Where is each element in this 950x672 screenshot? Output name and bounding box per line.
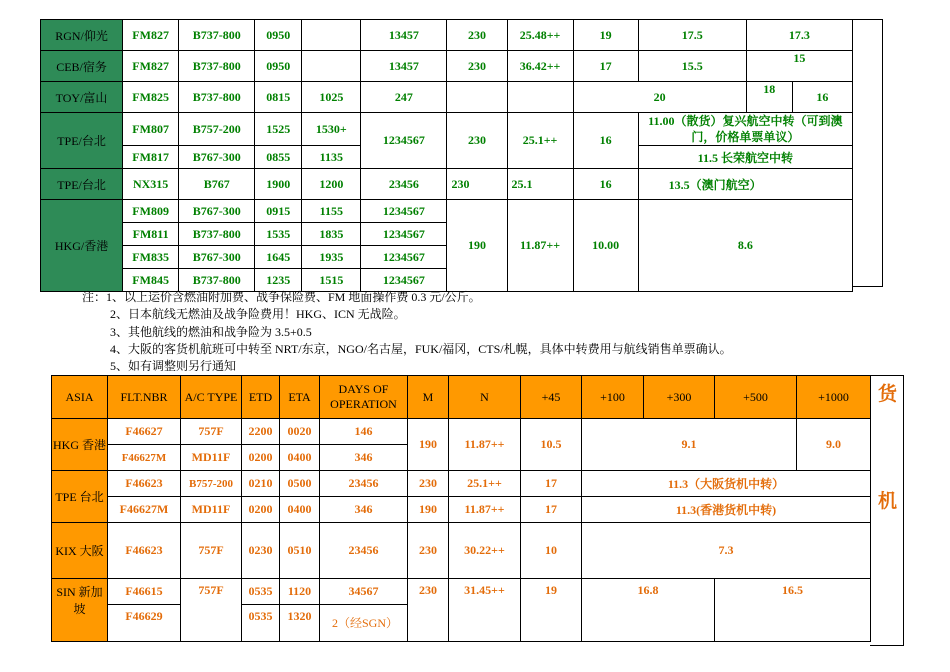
aircraft-type: MD11F [181,445,242,471]
days: 1234567 [361,269,447,292]
etd: 0815 [255,82,302,113]
note-line: 4、大阪的客货机航班可中转至 NRT/东京，NGO/名古屋，FUK/福冈，CTS/札幌，具体中转费用与航线销售单票确认。 [110,341,732,356]
days: 34567 [320,579,408,605]
rate-m: 230 [447,113,507,169]
eta: 1835 [302,223,361,246]
transit-note: 11.3（大阪货机中转） [582,471,871,497]
header-300: +300 [644,376,715,419]
days: 146 [320,419,408,445]
note-line: 2、日本航线无燃油及战争险费用！HKG、ICN 无战险。 [110,307,406,322]
rate-n: 11.87++ [449,497,521,523]
table-row [52,419,871,445]
aircraft-type: 757F [181,419,242,445]
etd: 0200 [242,497,280,523]
eta: 0400 [280,497,320,523]
note-line: 5、如有调整则另行通知 [110,359,237,374]
rate-300: 17.3 [746,20,852,51]
rate-100: 18 [746,82,792,113]
rate-m [447,82,507,113]
rate-45: 10 [521,523,582,579]
rate-n: 25.1 [507,169,573,200]
eta [302,20,361,51]
days: 23456 [320,523,408,579]
flight-number: F46627M [108,445,181,471]
aircraft-type: 757F [181,579,242,642]
header-days: DAYS OF OPERATION [320,376,408,419]
rate-100: 7.3 [582,523,871,579]
rate-n: 36.42++ [507,51,573,82]
flight-number: F46615 [108,579,181,605]
rate-100: 15.5 [638,51,746,82]
days: 1234567 [361,246,447,269]
aircraft-type: B737-800 [179,269,255,292]
etd: 0950 [255,51,302,82]
etd: 0200 [242,445,280,471]
table-row [41,82,853,113]
rate-45: 10.5 [521,419,582,471]
eta: 1120 [280,579,320,605]
rate-45: 16 [573,113,638,169]
aircraft-type: B767-300 [179,200,255,223]
note-line: 注：1、以上运价含燃油附加费、战争保险费、FM 地面操作费 0.3 元/公斤。 [82,290,481,304]
destination-cell: TPE/台北 [41,169,123,200]
rate-100: 9.1 [582,419,797,471]
table-row [41,169,853,200]
rate-m: 230 [447,20,507,51]
rate-45: 19 [521,579,582,642]
rate-n: 11.87++ [507,200,573,292]
cargo-side-label [870,375,904,646]
flight-number: FM809 [123,200,179,223]
passenger-rate-table [40,19,853,292]
etd: 0855 [255,146,302,169]
transit-note: 13.5（澳门航空） [638,169,852,200]
days: 1234567 [361,113,447,169]
table-row [41,113,853,146]
flight-number: F46623 [108,471,181,497]
cargo-rate-table [51,375,871,642]
aircraft-type: MD11F [181,497,242,523]
flight-number: F46623 [108,523,181,579]
header-45: +45 [521,376,582,419]
eta: 0500 [280,471,320,497]
transit-note: 11.00（散货）复兴航空中转（可到澳门，价格单票单议） [638,113,852,146]
etd: 1535 [255,223,302,246]
rate-500: 16.5 [715,579,871,642]
flight-number: FM817 [123,146,179,169]
rate-n: 25.1++ [449,471,521,497]
rate-100: 16.8 [582,579,715,642]
header-etd: ETD [242,376,280,419]
flight-number: NX315 [123,169,179,200]
flight-number: FM827 [123,51,179,82]
eta: 1135 [302,146,361,169]
header-100: +100 [582,376,644,419]
aircraft-type: B767 [179,169,255,200]
etd: 1645 [255,246,302,269]
eta: 1200 [302,169,361,200]
flight-number: FM845 [123,269,179,292]
flight-number: FM835 [123,246,179,269]
days: 23456 [320,471,408,497]
destination-cell: SIN 新加坡 [52,579,108,642]
days: 2（经SGN） [320,605,408,642]
header-asia: ASIA [52,376,108,419]
rate-45: 16 [573,169,638,200]
transit-note: 11.5 长荣航空中转 [638,146,852,169]
header-n: N [449,376,521,419]
eta: 1155 [302,200,361,223]
aircraft-type: B737-800 [179,20,255,51]
eta: 1515 [302,269,361,292]
rate-n: 25.48++ [507,20,573,51]
rate-100: 17.5 [638,20,746,51]
etd: 0950 [255,20,302,51]
header-1000: +1000 [797,376,871,419]
destination-cell: HKG/香港 [41,200,123,292]
flight-number: F46627 [108,419,181,445]
days: 346 [320,445,408,471]
rate-m: 230 [447,51,507,82]
rate-300: 16 [792,82,852,113]
table-row [52,497,871,523]
footnotes [82,289,732,375]
eta [302,51,361,82]
side-label-char: 机 [878,490,898,512]
aircraft-type: B737-800 [179,51,255,82]
header-flt: FLT.NBR [108,376,181,419]
eta: 0510 [280,523,320,579]
rate-n: 25.1++ [507,113,573,169]
aircraft-type: B737-800 [179,82,255,113]
rate-m: 190 [408,497,449,523]
etd: 1235 [255,269,302,292]
days: 23456 [361,169,447,200]
eta: 0020 [280,419,320,445]
destination-cell: KIX 大阪 [52,523,108,579]
eta: 0400 [280,445,320,471]
days: 13457 [361,51,447,82]
flight-number: FM811 [123,223,179,246]
header-ac: A/C TYPE [181,376,242,419]
rate-n [507,82,573,113]
rate-300: 15 [746,51,852,82]
header-m: M [408,376,449,419]
rate-45: 20 [573,82,746,113]
destination-cell: TPE/台北 [41,113,123,169]
days: 1234567 [361,200,447,223]
aircraft-type: B757-200 [179,113,255,146]
aircraft-type: B737-800 [179,223,255,246]
destination-cell: RGN/仰光 [41,20,123,51]
rate-45: 10.00 [573,200,638,292]
destination-cell: HKG 香港 [52,419,108,471]
etd: 1900 [255,169,302,200]
header-500: +500 [715,376,797,419]
days: 1234567 [361,223,447,246]
aircraft-type: 757F [181,523,242,579]
aircraft-type: B767-300 [179,246,255,269]
etd: 0915 [255,200,302,223]
rate-n: 30.22++ [449,523,521,579]
eta: 1935 [302,246,361,269]
rate-45: 17 [573,51,638,82]
rate-m: 230 [408,579,449,642]
rate-45: 17 [521,497,582,523]
header-eta: ETA [280,376,320,419]
aircraft-type: B767-300 [179,146,255,169]
table-row [52,579,871,605]
flight-number: FM827 [123,20,179,51]
table-side-column [853,19,883,287]
rate-n: 31.45++ [449,579,521,642]
rate-m: 230 [447,169,507,200]
side-label-char: 货 [878,383,898,405]
rate-45: 19 [573,20,638,51]
rate-m: 190 [447,200,507,292]
flight-number: FM825 [123,82,179,113]
flight-number: FM807 [123,113,179,146]
rate-m: 230 [408,523,449,579]
rate-1000: 9.0 [797,419,871,471]
rate-m: 230 [408,471,449,497]
etd: 0535 [242,579,280,605]
destination-cell: TPE 台北 [52,471,108,523]
etd: 0210 [242,471,280,497]
table-row [41,20,853,51]
table-row [52,471,871,497]
etd: 0230 [242,523,280,579]
eta: 1025 [302,82,361,113]
flight-number: F46627M [108,497,181,523]
rate-m: 190 [408,419,449,471]
eta: 1320 [280,605,320,642]
header-row [52,376,871,419]
days: 346 [320,497,408,523]
rate-n: 11.87++ [449,419,521,471]
transit-note: 11.3(香港货机中转) [582,497,871,523]
flight-number: F46629 [108,605,181,642]
table-row [52,523,871,579]
etd: 2200 [242,419,280,445]
table-row [41,51,853,82]
rate-45: 17 [521,471,582,497]
aircraft-type: B757-200 [181,471,242,497]
destination-cell: TOY/富山 [41,82,123,113]
etd: 0535 [242,605,280,642]
etd: 1525 [255,113,302,146]
days: 247 [361,82,447,113]
rate-100: 8.6 [638,200,852,292]
days: 13457 [361,20,447,51]
eta: 1530+ [302,113,361,146]
table-row [41,200,853,223]
destination-cell: CEB/宿务 [41,51,123,82]
note-line: 3、其他航线的燃油和战争险为 3.5+0.5 [110,324,312,339]
